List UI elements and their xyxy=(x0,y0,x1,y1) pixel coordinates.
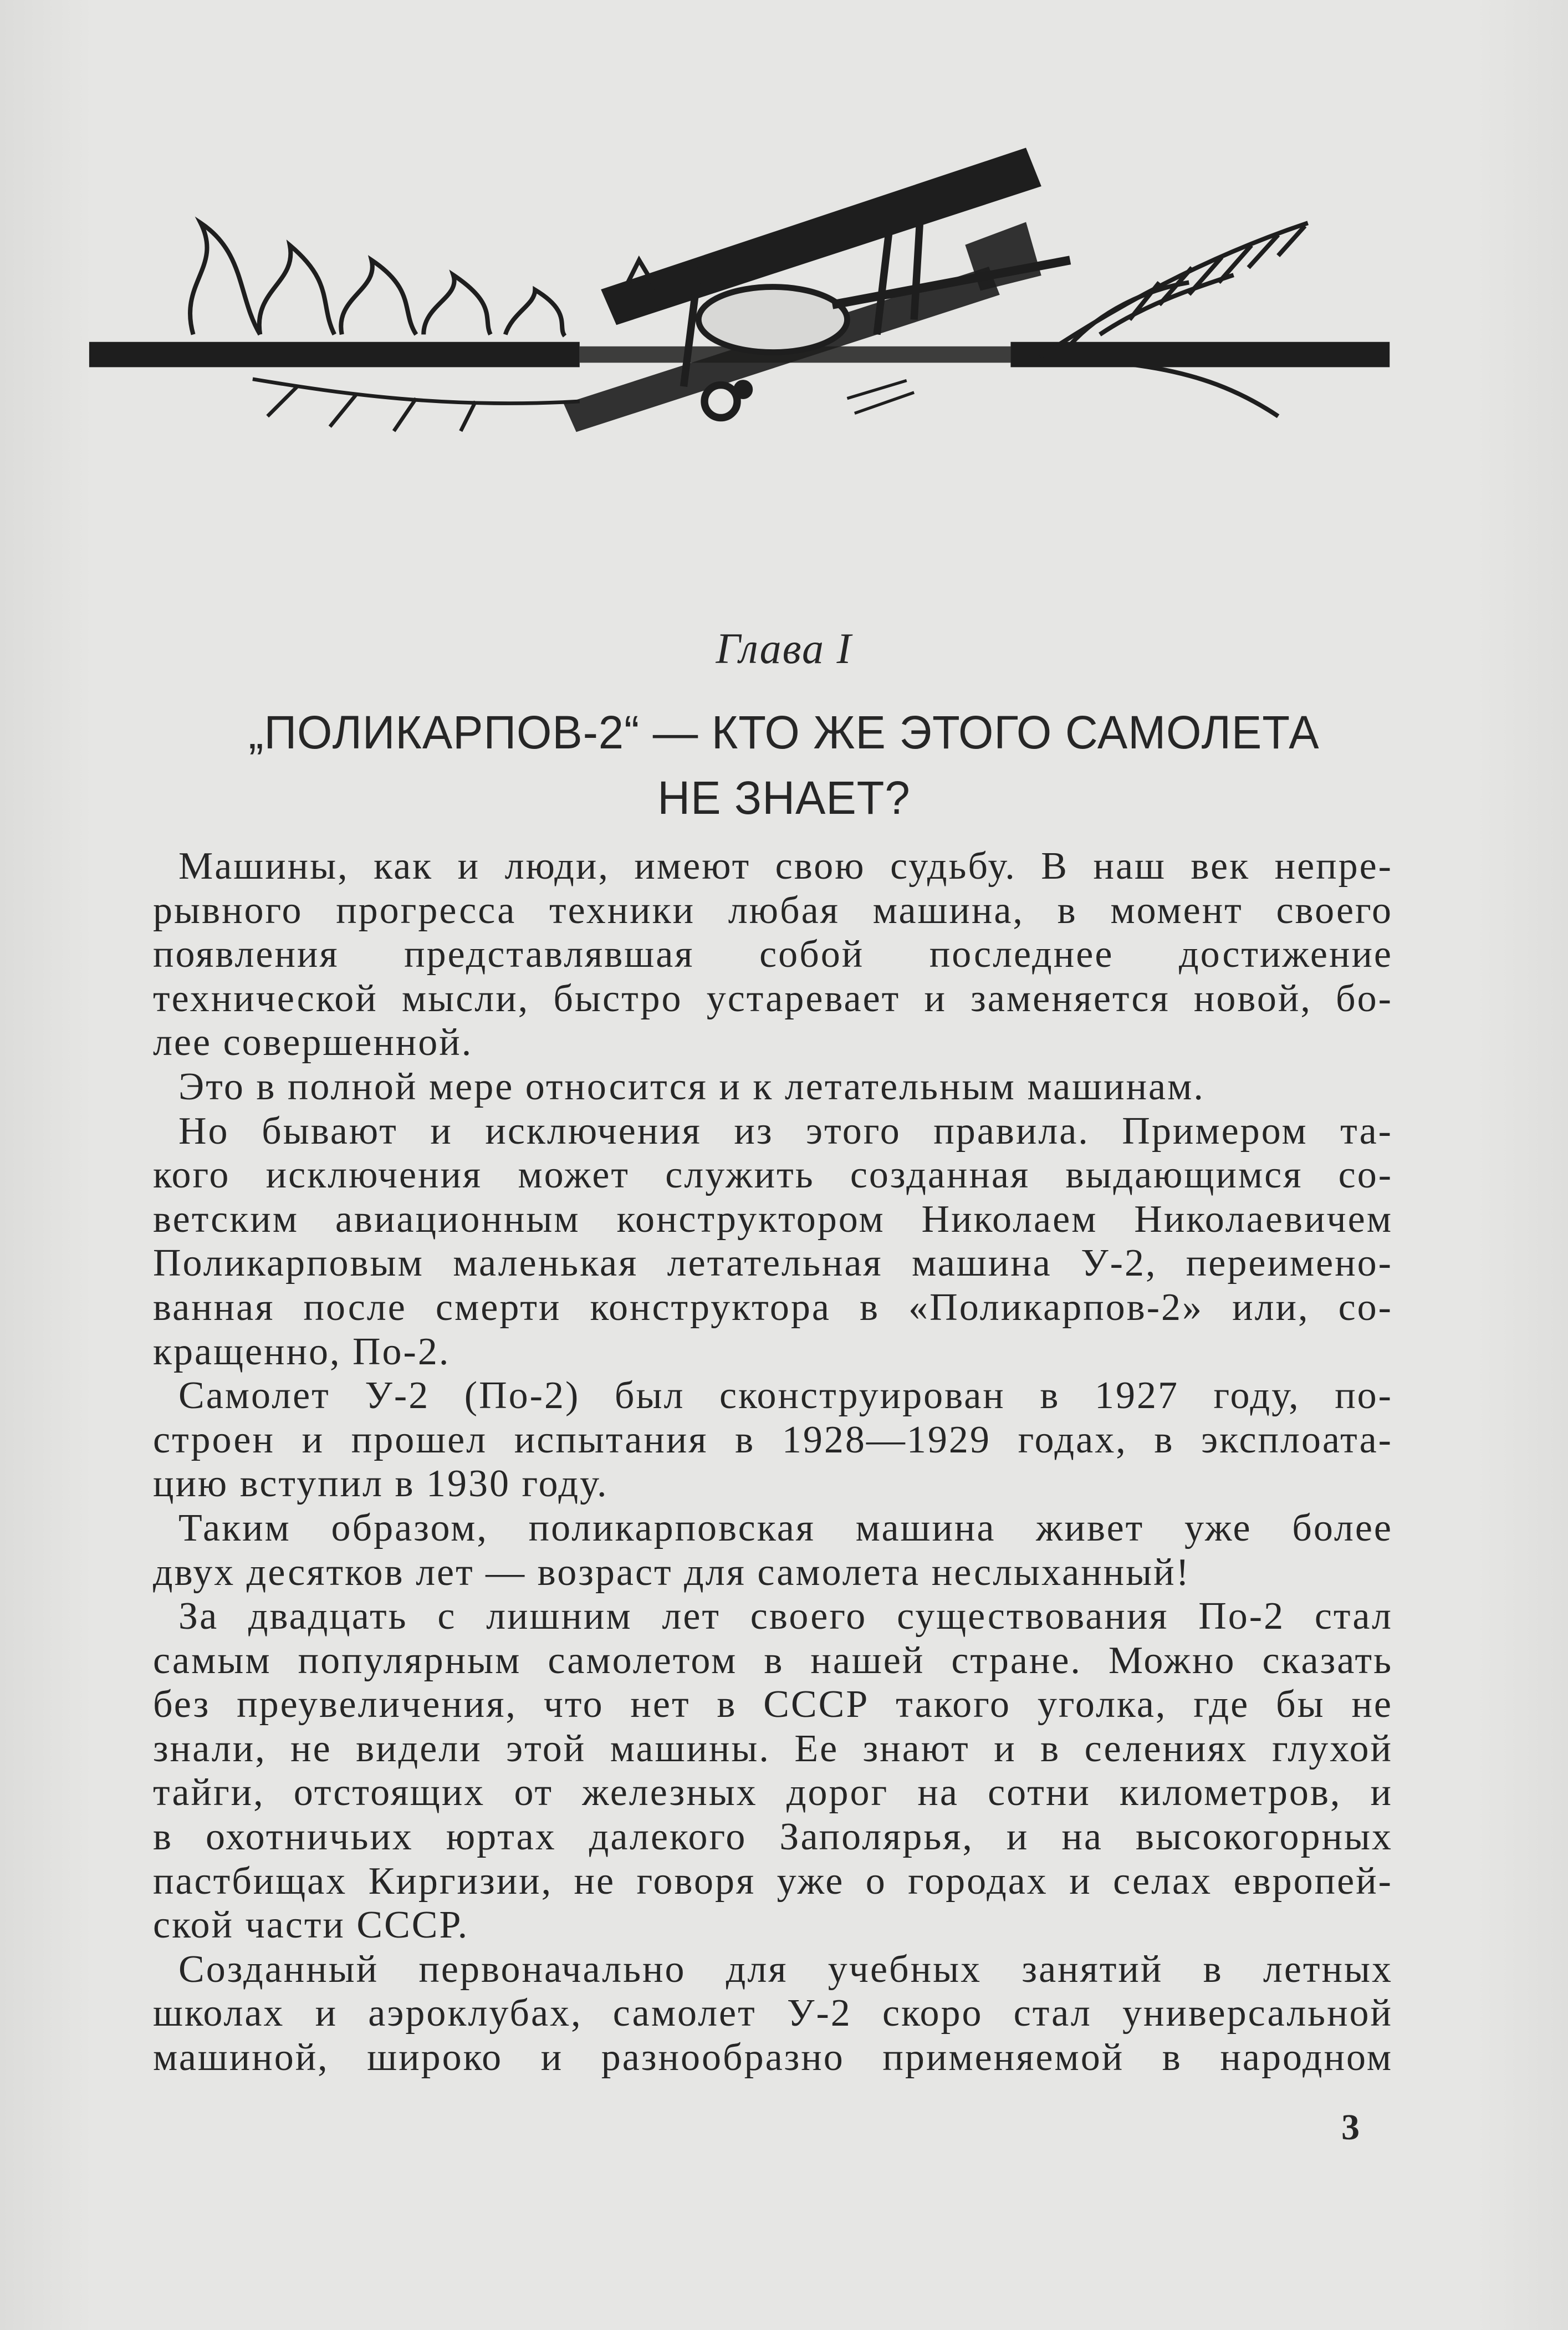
text-line: цию вступил в 1930 году. xyxy=(153,1462,609,1506)
paragraph xyxy=(153,1374,1393,1506)
text-line: строен и прошел испытания в 1928—1929 годах, в эксплоата- xyxy=(153,1418,1393,1461)
text-line: Это в полной мере относится и к летательным машинам. xyxy=(178,1065,1205,1108)
text-line: Машины, как и люди, имеют свою судьбу. В наш век непре- xyxy=(178,845,1393,888)
text-line: ской части СССР. xyxy=(153,1904,469,1947)
text-line: лее совершенной. xyxy=(153,1021,473,1064)
text-line: школах и аэроклубах, самолет У-2 скоро стал универсальной xyxy=(153,1992,1393,2035)
paragraph xyxy=(153,1065,1393,1109)
text-line: ветским авиационным конструктором Николаем Николаевичем xyxy=(153,1197,1393,1241)
text-line: технической мысли, быстро устаревает и заменяется новой, бо- xyxy=(153,977,1393,1020)
text-line: самым популярным самолетом в нашей стране. Можно сказать xyxy=(153,1639,1393,1682)
text-line: Поликарповым маленькая летательная машина У-2, переимено- xyxy=(153,1242,1393,1285)
text-line: в охотничьих юртах далекого Заполярья, и на высокогорных xyxy=(153,1816,1393,1859)
text-line: двух десятков лет — возраст для самолета неслыханный! xyxy=(153,1551,1191,1594)
title-line: НЕ ЗНАЕТ? xyxy=(657,772,911,824)
paragraph xyxy=(153,1109,1393,1374)
laurel-icon xyxy=(253,379,580,431)
text-line: появления представлявшая собой последнее достижение xyxy=(153,933,1393,976)
text-line: рывного прогресса техники любая машина, в момент своего xyxy=(153,889,1393,932)
text-line: без преувеличения, что нет в СССР такого уголка, где бы не xyxy=(153,1683,1393,1726)
paragraph xyxy=(153,1506,1393,1594)
chapter-label: Глава I xyxy=(716,624,852,672)
biplane-illustration xyxy=(0,0,1568,499)
text-line: кого исключения может служить созданная выдающимся со- xyxy=(153,1154,1393,1197)
page-number: 3 xyxy=(1341,2107,1360,2148)
band-right xyxy=(1010,342,1390,368)
airplane-icon xyxy=(565,149,1070,431)
text-line: Созданный первоначально для учебных занятий в летных xyxy=(178,1947,1393,1991)
text-line: Но бывают и исключения из этого правила. Примером та- xyxy=(178,1109,1393,1153)
text-line: знали, не видели этой машины. Ее знают и в селениях глухой xyxy=(153,1727,1393,1770)
flames-icon xyxy=(190,223,565,336)
text-line: кращенно, По-2. xyxy=(153,1330,451,1373)
text-line: пастбищах Киргизии, не говоря уже о городах и селах европей- xyxy=(153,1859,1393,1903)
chapter-title xyxy=(0,700,1568,830)
paragraph xyxy=(153,1594,1393,1947)
text-line: Таким образом, поликарповская машина живет уже более xyxy=(178,1506,1393,1549)
text-line: машиной, широко и разнообразно применяемой в народном xyxy=(153,2036,1393,2079)
text-line: Самолет У-2 (По-2) был сконструирован в 1927 году, по- xyxy=(178,1374,1393,1418)
text-line: тайги, отстоящих от железных дорог на сотни километров, и xyxy=(153,1771,1393,1814)
text-line: За двадцать с лишним лет своего существования По-2 стал xyxy=(178,1595,1393,1638)
title-line: „ПОЛИКАРПОВ-2“ — КТО ЖЕ ЭТОГО САМОЛЕТА xyxy=(248,706,1320,758)
paragraph xyxy=(153,1947,1393,2080)
paragraph xyxy=(153,844,1393,1065)
body-text xyxy=(153,844,1393,2080)
band-left xyxy=(89,342,580,368)
text-line: ванная после смерти конструктора в «Поликарпов-2» или, со- xyxy=(153,1286,1393,1329)
